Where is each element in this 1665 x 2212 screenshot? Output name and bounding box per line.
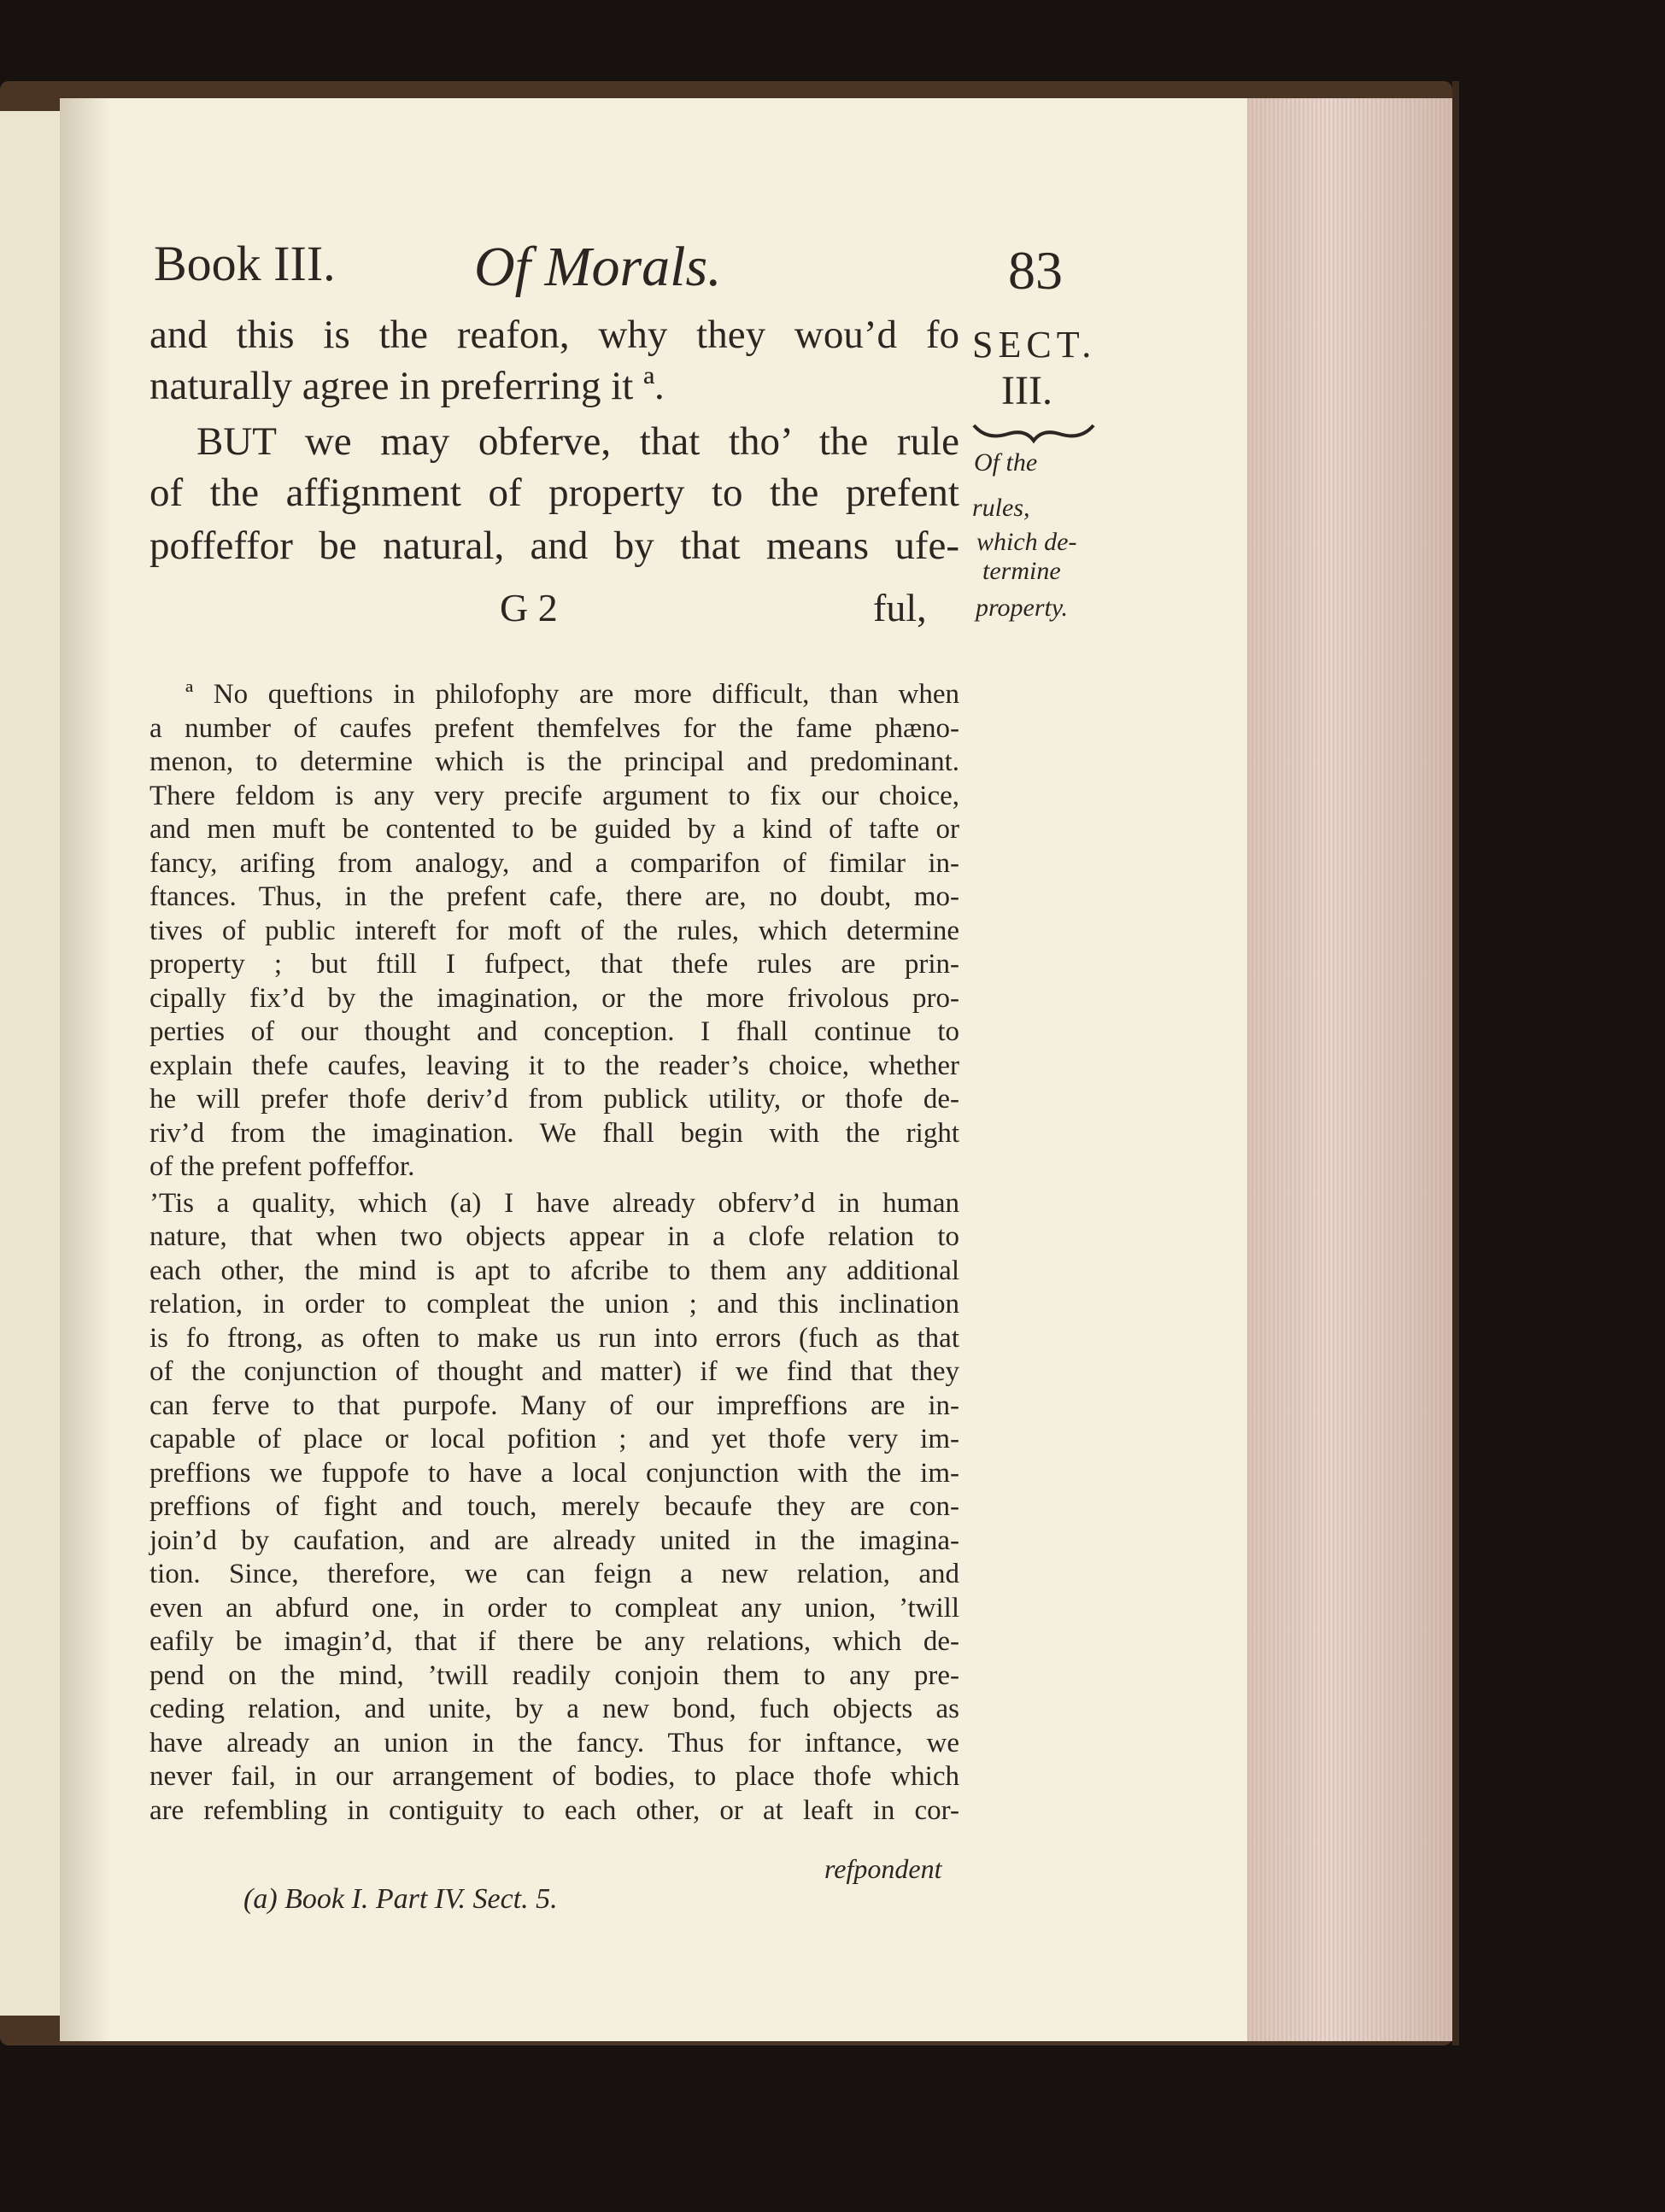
- cover-edge: [1452, 81, 1459, 2045]
- footnote-line: a number of caufes prefent themfelves for the fame phæno-: [149, 713, 959, 744]
- page-number: 83: [1008, 240, 1063, 301]
- footnote-line: eafily be imagin’d, that if there be any relations, which de-: [149, 1626, 959, 1657]
- running-header-book: Book III.: [154, 236, 336, 291]
- footnote-line: even an abfurd one, in order to compleat any union, ’twill: [149, 1593, 959, 1624]
- signature-mark: G 2: [500, 586, 558, 629]
- page-fore-edge: [1247, 98, 1452, 2041]
- footnote-line: are refembling in contiguity to each other, or at leaft in cor-: [149, 1795, 959, 1826]
- margin-note-line: property.: [976, 594, 1069, 622]
- catchword: ful,: [873, 586, 927, 629]
- footnote-line: menon, to determine which is the principal and predominant.: [149, 746, 959, 777]
- margin-note-line: rules,: [972, 494, 1030, 522]
- footnote-line: preffions of fight and touch, merely becaufe they are con-: [149, 1491, 959, 1522]
- footnote-line: never fail, in our arrangement of bodies, to place thofe which: [149, 1761, 959, 1792]
- margin-note-line: termine: [982, 557, 1061, 585]
- footnote-line: There feldom is any very precife argument to fix our choice,: [149, 781, 959, 811]
- body-line: of the affignment of property to the prefent: [149, 471, 959, 515]
- body-line: and this is the reafon, why they wou’d fo: [149, 313, 959, 357]
- footnote-line: of the conjunction of thought and matter) if we find that they: [149, 1356, 959, 1387]
- footnote-line: ’Tis a quality, which (a) I have already obferv’d in human: [149, 1188, 959, 1219]
- body-line: naturally agree in preferring it ª.: [149, 364, 665, 408]
- footnote-line: of the prefent poffeffor.: [149, 1151, 415, 1182]
- footnote-line: riv’d from the imagination. We fhall begin with the right: [149, 1118, 959, 1149]
- footnote-line: ceding relation, and unite, by a new bond, fuch objects as: [149, 1694, 959, 1724]
- margin-note-line: which de-: [976, 528, 1077, 556]
- footnote-line: explain thefe caufes, leaving it to the reader’s choice, whether: [149, 1050, 959, 1081]
- footnote-line: pend on the mind, ’twill readily conjoin them to any pre-: [149, 1660, 959, 1691]
- footnote-line: property ; but ftill I fufpect, that thefe rules are prin-: [149, 949, 959, 980]
- footnote-line: preffions we fuppofe to have a local conjunction with the im-: [149, 1458, 959, 1489]
- reference-note: (a) Book I. Part IV. Sect. 5.: [243, 1883, 558, 1915]
- footnote-line: ª No queftions in philofophy are more difficult, than when: [185, 679, 959, 710]
- margin-note-line: Of the: [974, 448, 1038, 477]
- footnote-line: relation, in order to compleat the union ; and this inclination: [149, 1289, 959, 1320]
- footnote-line: capable of place or local pofition ; and yet thofe very im-: [149, 1424, 959, 1454]
- footnote-line: each other, the mind is apt to afcribe to them any additional: [149, 1255, 959, 1286]
- footnote-line: can ferve to that purpofe. Many of our impreffions are in-: [149, 1390, 959, 1421]
- margin-section-number: III.: [1001, 368, 1052, 413]
- margin-brace-ornament: [970, 418, 1098, 444]
- left-page-edge: [0, 111, 60, 2016]
- footnote-line: he will prefer thofe deriv’d from publick utility, or thofe de-: [149, 1084, 959, 1115]
- footnote-line: and men muft be contented to be guided by a kind of tafte or: [149, 814, 959, 845]
- body-line: BUT we may obferve, that tho’ the rule: [196, 419, 959, 464]
- footnote-catchword: refpondent: [824, 1853, 942, 1884]
- body-line: poffeffor be natural, and by that means ufe-: [149, 524, 959, 568]
- footnote-line: is fo ftrong, as often to make us run into errors (fuch as that: [149, 1323, 959, 1354]
- footnote-line: tives of public intereft for moft of the rules, which determine: [149, 916, 959, 946]
- footnote-line: perties of our thought and conception. I fhall continue to: [149, 1016, 959, 1047]
- footnote-line: have already an union in the fancy. Thus for inftance, we: [149, 1728, 959, 1758]
- footnote-line: join’d by caufation, and are already united in the imagina-: [149, 1525, 959, 1556]
- footnote-line: ftances. Thus, in the prefent cafe, there are, no doubt, mo-: [149, 881, 959, 912]
- footnote-line: fancy, arifing from analogy, and a comparifon of fimilar in-: [149, 848, 959, 879]
- footnote-line: tion. Since, therefore, we can feign a new relation, and: [149, 1559, 959, 1589]
- footnote-line: nature, that when two objects appear in a clofe relation to: [149, 1221, 959, 1252]
- page-gutter-shadow: [60, 98, 111, 2041]
- running-header-title: Of Morals.: [474, 236, 722, 298]
- footnote-line: cipally fix’d by the imagination, or the more frivolous pro-: [149, 983, 959, 1014]
- margin-section-label: SECT.: [972, 324, 1097, 366]
